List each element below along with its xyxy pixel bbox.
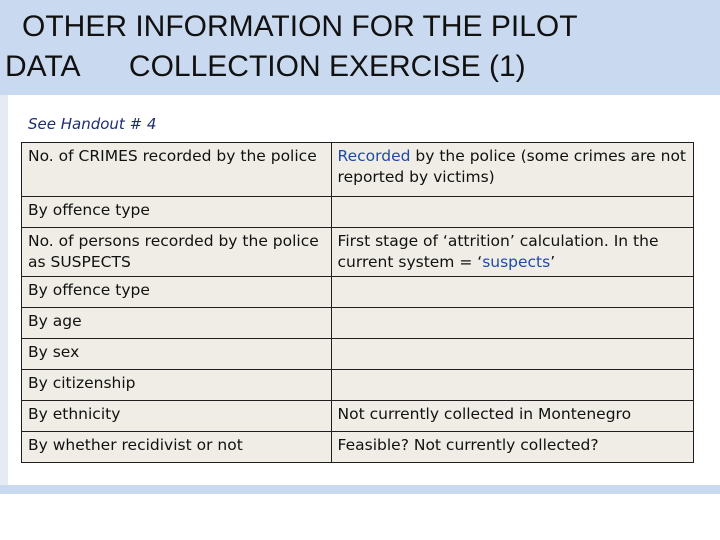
page-title-line-2: DATA COLLECTION EXERCISE (1) bbox=[5, 50, 526, 83]
row-note bbox=[331, 339, 693, 370]
row-label: No. of persons recorded by the police as SUSPECTS bbox=[22, 228, 332, 277]
row-note bbox=[331, 197, 693, 228]
highlight-text: Recorded bbox=[337, 147, 411, 165]
table-row bbox=[22, 197, 694, 228]
row-note-text: by the police (some crimes are not reported by victims) bbox=[337, 147, 687, 186]
title-band bbox=[0, 0, 720, 95]
row-label: By sex bbox=[22, 339, 332, 370]
row-note bbox=[331, 277, 693, 308]
table-row bbox=[22, 370, 694, 401]
row-label: By ethnicity bbox=[22, 401, 332, 432]
row-label: By offence type bbox=[22, 197, 332, 228]
row-note bbox=[331, 308, 693, 339]
row-note-text: ’ bbox=[550, 253, 556, 271]
handout-reference: See Handout # 4 bbox=[28, 115, 157, 133]
left-accent-stripe bbox=[0, 95, 8, 490]
row-note bbox=[331, 143, 693, 197]
row-label: By age bbox=[22, 308, 332, 339]
row-label: No. of CRIMES recorded by the police bbox=[22, 143, 332, 197]
table-row bbox=[22, 339, 694, 370]
table-row bbox=[22, 308, 694, 339]
row-label: By offence type bbox=[22, 277, 332, 308]
highlight-text: suspects bbox=[482, 253, 551, 271]
table-row bbox=[22, 277, 694, 308]
table-row bbox=[22, 143, 694, 197]
page-title-line-1: OTHER INFORMATION FOR THE PILOT bbox=[22, 10, 578, 43]
row-note: Feasible? Not currently collected? bbox=[331, 432, 693, 463]
row-note bbox=[331, 370, 693, 401]
row-note-text: First stage of ‘attrition’ calculation. In the current system = ‘ bbox=[337, 232, 659, 271]
row-note bbox=[331, 228, 693, 277]
table-row bbox=[22, 401, 694, 432]
table-row bbox=[22, 432, 694, 463]
info-table bbox=[21, 142, 694, 463]
row-note: Not currently collected in Montenegro bbox=[331, 401, 693, 432]
table-row bbox=[22, 228, 694, 277]
row-label: By citizenship bbox=[22, 370, 332, 401]
row-label: By whether recidivist or not bbox=[22, 432, 332, 463]
bottom-accent-stripe bbox=[0, 485, 720, 494]
